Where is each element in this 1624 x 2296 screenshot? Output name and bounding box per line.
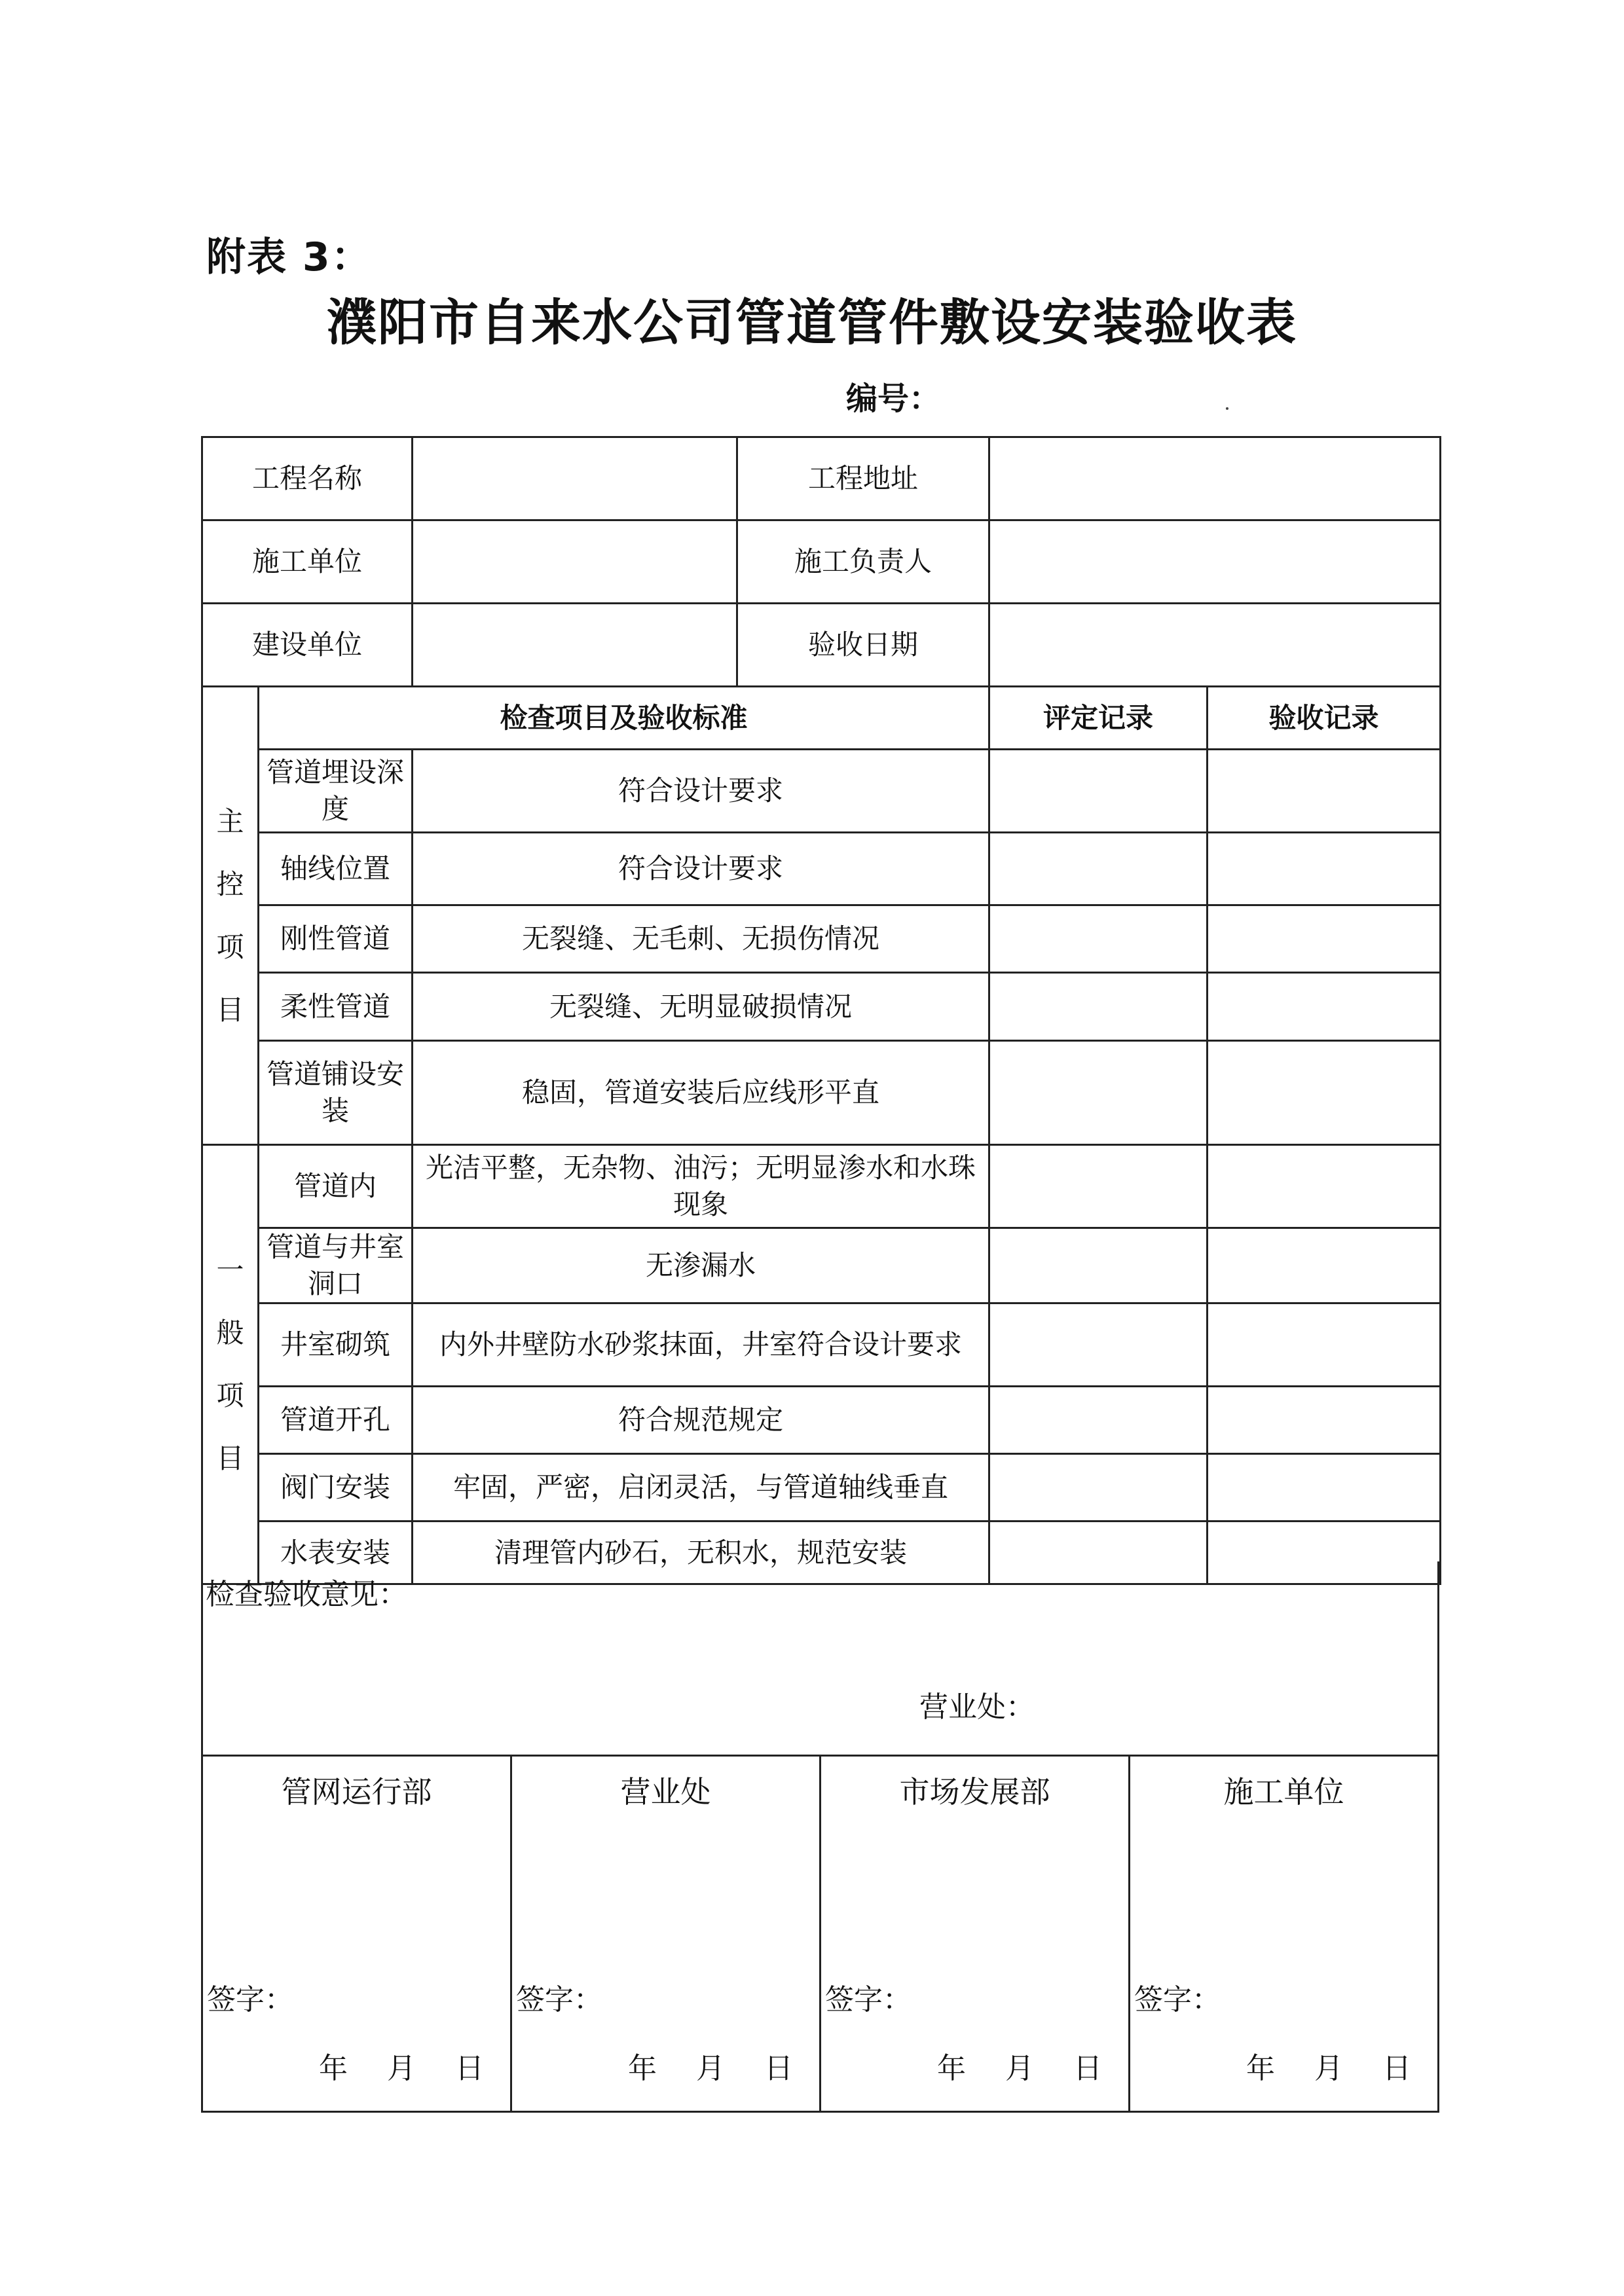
inspection-standard: 稳固，管道安装后应线形平直: [413, 1041, 989, 1145]
inspection-item: 管道埋设深度: [259, 750, 413, 833]
info-row-2: [202, 520, 1441, 604]
signature-label: 签字：: [516, 1983, 602, 2016]
inspection-standard: 符合设计要求: [413, 833, 989, 905]
rating-record-cell[interactable]: [989, 1228, 1208, 1303]
inspection-standard: 光洁平整，无杂物、油污；无明显渗水和水珠现象: [413, 1145, 989, 1228]
construction-unit-label: 施工单位: [202, 520, 413, 604]
rating-record-cell[interactable]: [989, 1387, 1208, 1454]
acceptance-table: [201, 436, 1441, 1585]
inspection-item: 轴线位置: [259, 833, 413, 905]
inspection-item: 管道与井室洞口: [259, 1228, 413, 1303]
rating-record-header: 评定记录: [989, 687, 1208, 750]
scan-speck: [1226, 407, 1228, 410]
acceptance-record-cell[interactable]: [1208, 833, 1441, 905]
signature-date: 年 月 日: [319, 2052, 484, 2085]
building-unit-value[interactable]: [413, 604, 737, 687]
serial-number-label: 编号：: [846, 380, 941, 417]
rating-record-cell[interactable]: [989, 1454, 1208, 1522]
rating-record-cell[interactable]: [989, 1303, 1208, 1387]
acceptance-record-cell[interactable]: [1208, 973, 1441, 1041]
inspection-standard: 无渗漏水: [413, 1228, 989, 1303]
department-name: 管网运行部: [281, 1774, 432, 1810]
inspection-opinion-label: 检查验收意见：: [206, 1578, 407, 1611]
inspection-standard: 符合规范规定: [413, 1387, 989, 1454]
inspection-header-row: [202, 687, 1441, 750]
table-row: [202, 750, 1441, 833]
signature-date: 年 月 日: [628, 2052, 793, 2085]
acceptance-record-cell[interactable]: [1208, 1145, 1441, 1228]
acceptance-record-header: 验收记录: [1208, 687, 1441, 750]
rating-record-cell[interactable]: [989, 1145, 1208, 1228]
inspection-standard: 牢固，严密，启闭灵活，与管道轴线垂直: [413, 1454, 989, 1522]
department-name: 施工单位: [1223, 1774, 1344, 1810]
table-row: [202, 1228, 1441, 1303]
signature-label: 签字：: [207, 1983, 293, 2016]
info-row-3: [202, 604, 1441, 687]
inspection-item: 管道铺设安装: [259, 1041, 413, 1145]
signature-column-network-operations[interactable]: [203, 1757, 512, 2111]
acceptance-date-label: 验收日期: [737, 604, 989, 687]
general-group-label: 一 般 项 目: [202, 1145, 259, 1584]
project-name-label: 工程名称: [202, 437, 413, 520]
rating-record-cell[interactable]: [989, 1041, 1208, 1145]
rating-record-cell[interactable]: [989, 833, 1208, 905]
inspection-item: 水表安装: [259, 1522, 413, 1584]
acceptance-record-cell[interactable]: [1208, 1387, 1441, 1454]
table-row: [202, 1303, 1441, 1387]
signature-column-construction-unit[interactable]: [1130, 1757, 1437, 2111]
inspection-standard: 内外井壁防水砂浆抹面，井室符合设计要求: [413, 1303, 989, 1387]
rating-record-cell[interactable]: [989, 973, 1208, 1041]
inspection-item: 井室砌筑: [259, 1303, 413, 1387]
inspection-item: 刚性管道: [259, 905, 413, 973]
signature-column-business-office[interactable]: [512, 1757, 821, 2111]
construction-leader-label: 施工负责人: [737, 520, 989, 604]
acceptance-record-cell[interactable]: [1208, 1303, 1441, 1387]
project-address-label: 工程地址: [737, 437, 989, 520]
inspection-item: 阀门安装: [259, 1454, 413, 1522]
acceptance-record-cell[interactable]: [1208, 1228, 1441, 1303]
acceptance-date-value[interactable]: [989, 604, 1441, 687]
main-control-group-label: 主 控 项 目: [202, 687, 259, 1145]
construction-leader-value[interactable]: [989, 520, 1441, 604]
construction-unit-value[interactable]: [413, 520, 737, 604]
acceptance-record-cell[interactable]: [1208, 750, 1441, 833]
table-row: [202, 1041, 1441, 1145]
inspection-items-header: 检查项目及验收标准: [259, 687, 989, 750]
table-row: [202, 973, 1441, 1041]
rating-record-cell[interactable]: [989, 905, 1208, 973]
acceptance-record-cell[interactable]: [1208, 1041, 1441, 1145]
project-address-value[interactable]: [989, 437, 1441, 520]
acceptance-record-cell[interactable]: [1208, 905, 1441, 973]
signature-column-market-development[interactable]: [821, 1757, 1130, 2111]
department-name: 市场发展部: [899, 1774, 1050, 1810]
inspection-item: 管道开孔: [259, 1387, 413, 1454]
signature-section: [201, 1757, 1439, 2113]
table-row: [202, 833, 1441, 905]
inspection-standard: 无裂缝、无毛刺、无损伤情况: [413, 905, 989, 973]
signature-date: 年 月 日: [937, 2052, 1102, 2085]
table-row: [202, 1387, 1441, 1454]
inspection-item: 柔性管道: [259, 973, 413, 1041]
signature-label: 签字：: [825, 1983, 912, 2016]
opinion-office-label: 营业处：: [919, 1690, 1035, 1724]
signature-label: 签字：: [1134, 1983, 1221, 2016]
table-row: [202, 1454, 1441, 1522]
building-unit-label: 建设单位: [202, 604, 413, 687]
rating-record-cell[interactable]: [989, 750, 1208, 833]
signature-date: 年 月 日: [1246, 2052, 1411, 2085]
table-row: [202, 1145, 1441, 1228]
inspection-standard: 清理管内砂石，无积水，规范安装: [413, 1522, 989, 1584]
department-name: 营业处: [620, 1774, 711, 1810]
annex-label: 附表 3：: [206, 234, 372, 280]
acceptance-record-cell[interactable]: [1208, 1454, 1441, 1522]
inspection-standard: 无裂缝、无明显破损情况: [413, 973, 989, 1041]
table-row: [202, 905, 1441, 973]
inspection-item: 管道内: [259, 1145, 413, 1228]
inspection-standard: 符合设计要求: [413, 750, 989, 833]
project-name-value[interactable]: [413, 437, 737, 520]
inspection-opinion-box[interactable]: [201, 1561, 1439, 1757]
info-row-1: [202, 437, 1441, 520]
form-title: 濮阳市自来水公司管道管件敷设安装验收表: [327, 293, 1297, 352]
